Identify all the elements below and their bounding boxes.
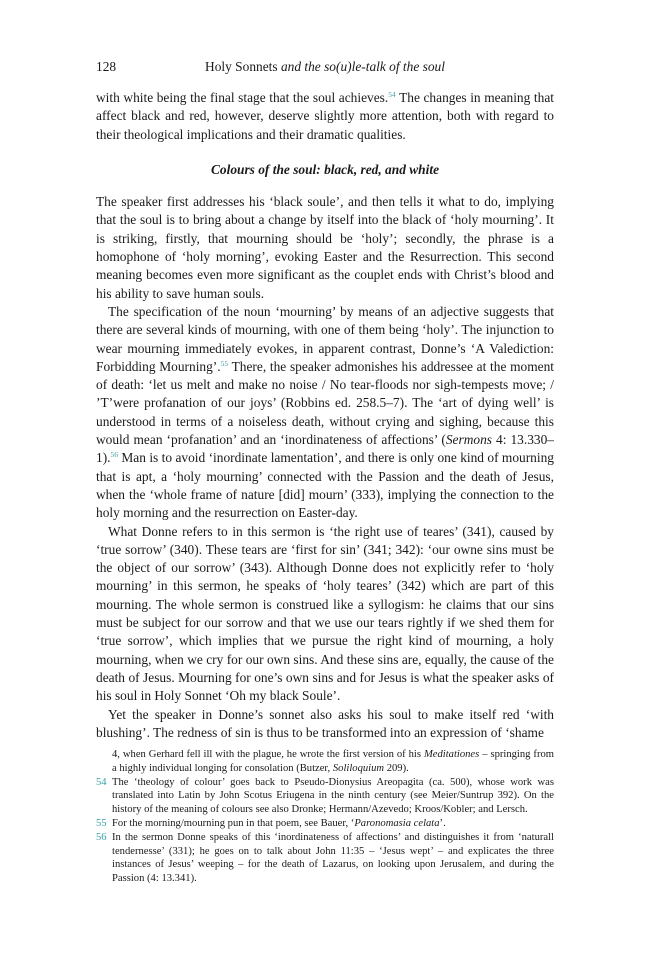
footnote-italic: Soliloquium xyxy=(332,762,385,774)
footnote-text: In the sermon Donne speaks of this ‘inordinateness of affections’ and distinguishes it from ‘naturall tendernesse’ (331); he goes on to talk about John 11:35 – ‘Jesus wept’ – and explicates the three instances of Jesus’ weeping – for the death of Lazarus, on looking upon Jerusalem, and during the Passion (4: 13.341). xyxy=(112,831,554,885)
running-title-italic: and the so(u)le-talk of the soul xyxy=(280,59,445,74)
paragraph xyxy=(96,303,554,523)
footnote-54 xyxy=(96,776,554,817)
footnote-56 xyxy=(96,831,554,886)
footnote-text: 4, when Gerhard fell ill with the plague, he wrote the first version of his xyxy=(112,749,424,760)
paragraph-text: with white being the final stage that the soul achieves. xyxy=(96,90,389,105)
footnotes xyxy=(96,748,554,886)
italic-title: Sermons xyxy=(445,432,492,448)
paragraph-text: The specification of the noun ‘mourning’ by means of an adjective suggests that there are several kinds of mourning, with one of them being ‘holy’. The injunction to wear mourning immediately evokes, in apparent contrast, Donne’s ‘A Valediction: Forbidding Mourning’. xyxy=(96,303,554,374)
footnote-number[interactable]: 54 xyxy=(96,776,107,788)
paragraph: The speaker first addresses his ‘black soule’, and then tells it what to do, implying that the soul is to bring about a change by itself into the black of ‘holy mourning’. It is striking, firstly, that mourning should be ‘holy’; secondly, the phrase is a homophone of ‘holy morning’, evoking Easter and the Resurrection. This second meaning becomes even more significant as the couplet ends with Christ’s blood and his ability to save human souls. xyxy=(96,194,554,301)
running-title xyxy=(96,58,554,76)
footnote-number[interactable]: 55 xyxy=(96,817,107,829)
body-text xyxy=(96,89,554,742)
paragraph xyxy=(96,89,554,144)
paragraph-text: Man is to avoid ‘inordinate lamentation’, and there is only one kind of mourning that is apt, a ‘holy mourning’ connected with the Passion and the death of Jesus, when the ‘whole frame of nature [did] mourn’ (333), implying the connection to the holy morning and the resurrection on Easter-day. xyxy=(96,450,554,521)
footnote-ref[interactable]: 56 xyxy=(110,450,119,460)
footnote-55 xyxy=(96,817,554,831)
running-title-plain: Holy Sonnets xyxy=(205,59,281,74)
section-heading: Colours of the soul: black, red, and white xyxy=(210,161,440,177)
paragraph-text: The changes in meaning that affect black and red, however, deserve slightly more attention, both with regard to their theological implications and their dramatic qualities. xyxy=(96,90,554,142)
footnote-text: 209). xyxy=(384,762,409,774)
footnote-ref[interactable]: 55 xyxy=(220,358,229,368)
page-number: 128 xyxy=(96,59,117,74)
footnote-italic: Meditationes xyxy=(423,749,480,760)
footnote-continuation xyxy=(96,748,554,776)
paragraph-text: There, the speaker admonishes his addressee at the moment of death: ‘let us melt and make no noise / No tear-floods nor sigh-tempests move; / ’T’were profanation of our joys’ (Robbins ed. 258.5–7). The ‘art of dying well’ is understood in terms of a noiseless death, without crying and sighing, because this would mean ‘profanation’ and an ‘inordinateness of affections’ ( xyxy=(96,358,554,448)
footnote-number[interactable]: 56 xyxy=(96,831,107,843)
footnote-text: – springing from a highly individual longing for consolation (Butzer, xyxy=(112,749,555,774)
paragraph-text: 4: 13.330–1). xyxy=(96,432,554,466)
footnote-italic: Paronomasia celata xyxy=(354,817,440,829)
footnote-ref[interactable]: 54 xyxy=(388,90,396,99)
paragraph: Yet the speaker in Donne’s sonnet also asks his soul to make itself red ‘with blushing’. The redness of sin is thus to be transformed into an expression of ‘shame xyxy=(96,706,554,740)
footnote-text: For the morning/mourning pun in that poem, see Bauer, ‘ xyxy=(112,817,355,829)
footnote-text: ’. xyxy=(439,817,446,829)
footnote-text: The ‘theology of colour’ goes back to Pseudo-Dionysius Areopagita (ca. 500), whose work was translated into Latin by John Scotus Eriugena in the ninth century (see Meier/Suntrup 392). On the history of the meaning of colours see also Dronke; Hermann/Azevedo; Kroos/Kobler; and Lersch. xyxy=(112,776,554,816)
paragraph: What Donne refers to in this sermon is ‘the right use of teares’ (341), caused by ‘true sorrow’ (340). These tears are ‘first for sin’ (341; 342): ‘our owne sins must be the object of our sorrow’ (343). Although Donne does not explicitly refer to ‘holy mourning’ in this sermon, he speaks of ‘holy teares’ (342) which are part of this mourning. The whole sermon is construed like a syllogism: he claims that our sins must be subject for our sorrow and that we use our tears rightly if we shed them for ‘true sorrow’, which implies that we pursue the right kind of mourning, a holy mourning, when we cry for our own sins. And these sins are, equally, the cause of the death of Jesus. Mourning for one’s own sins and for Jesus is what the speaker asks of his soul in Holy Sonnet ‘Oh my black Soule’. xyxy=(96,523,554,704)
running-header xyxy=(96,58,554,76)
